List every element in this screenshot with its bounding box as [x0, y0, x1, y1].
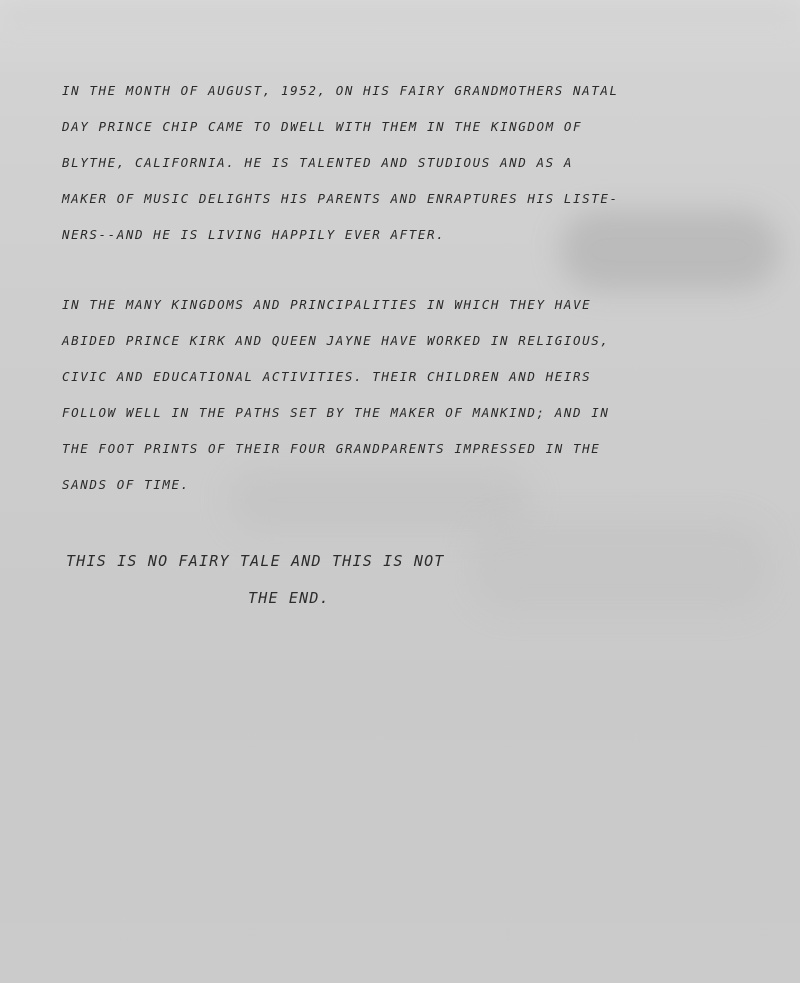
text-line: IN THE MANY KINGDOMS AND PRINCIPALITIES IN WHICH THEY HAVE — [62, 297, 592, 312]
paragraph-prince-chip — [62, 73, 619, 253]
closing-statement — [66, 543, 445, 617]
text-line: DAY PRINCE CHIP CAME TO DWELL WITH THEM IN THE KINGDOM OF — [62, 119, 583, 134]
text-line: FOLLOW WELL IN THE PATHS SET BY THE MAKER OF MANKIND; AND IN — [62, 405, 610, 420]
text-line: NERS--AND HE IS LIVING HAPPILY EVER AFTER. — [62, 227, 446, 242]
paragraph-kingdoms — [62, 287, 610, 503]
text-line: ABIDED PRINCE KIRK AND QUEEN JAYNE HAVE WORKED IN RELIGIOUS, — [62, 333, 610, 348]
text-line: THE END. — [248, 589, 330, 607]
text-line: CIVIC AND EDUCATIONAL ACTIVITIES. THEIR CHILDREN AND HEIRS — [62, 369, 592, 384]
text-line: THIS IS NO FAIRY TALE AND THIS IS NOT — [66, 552, 445, 570]
text-line: MAKER OF MUSIC DELIGHTS HIS PARENTS AND ENRAPTURES HIS LISTE- — [62, 191, 619, 206]
paper-shadow — [0, 0, 800, 30]
text-line: IN THE MONTH OF AUGUST, 1952, ON HIS FAIRY GRANDMOTHERS NATAL — [62, 83, 619, 98]
text-line: BLYTHE, CALIFORNIA. HE IS TALENTED AND STUDIOUS AND AS A — [62, 155, 574, 170]
text-line: SANDS OF TIME. — [62, 477, 190, 492]
bleed-through-shadow — [470, 520, 770, 610]
text-line: THE FOOT PRINTS OF THEIR FOUR GRANDPARENTS IMPRESSED IN THE — [62, 441, 601, 456]
